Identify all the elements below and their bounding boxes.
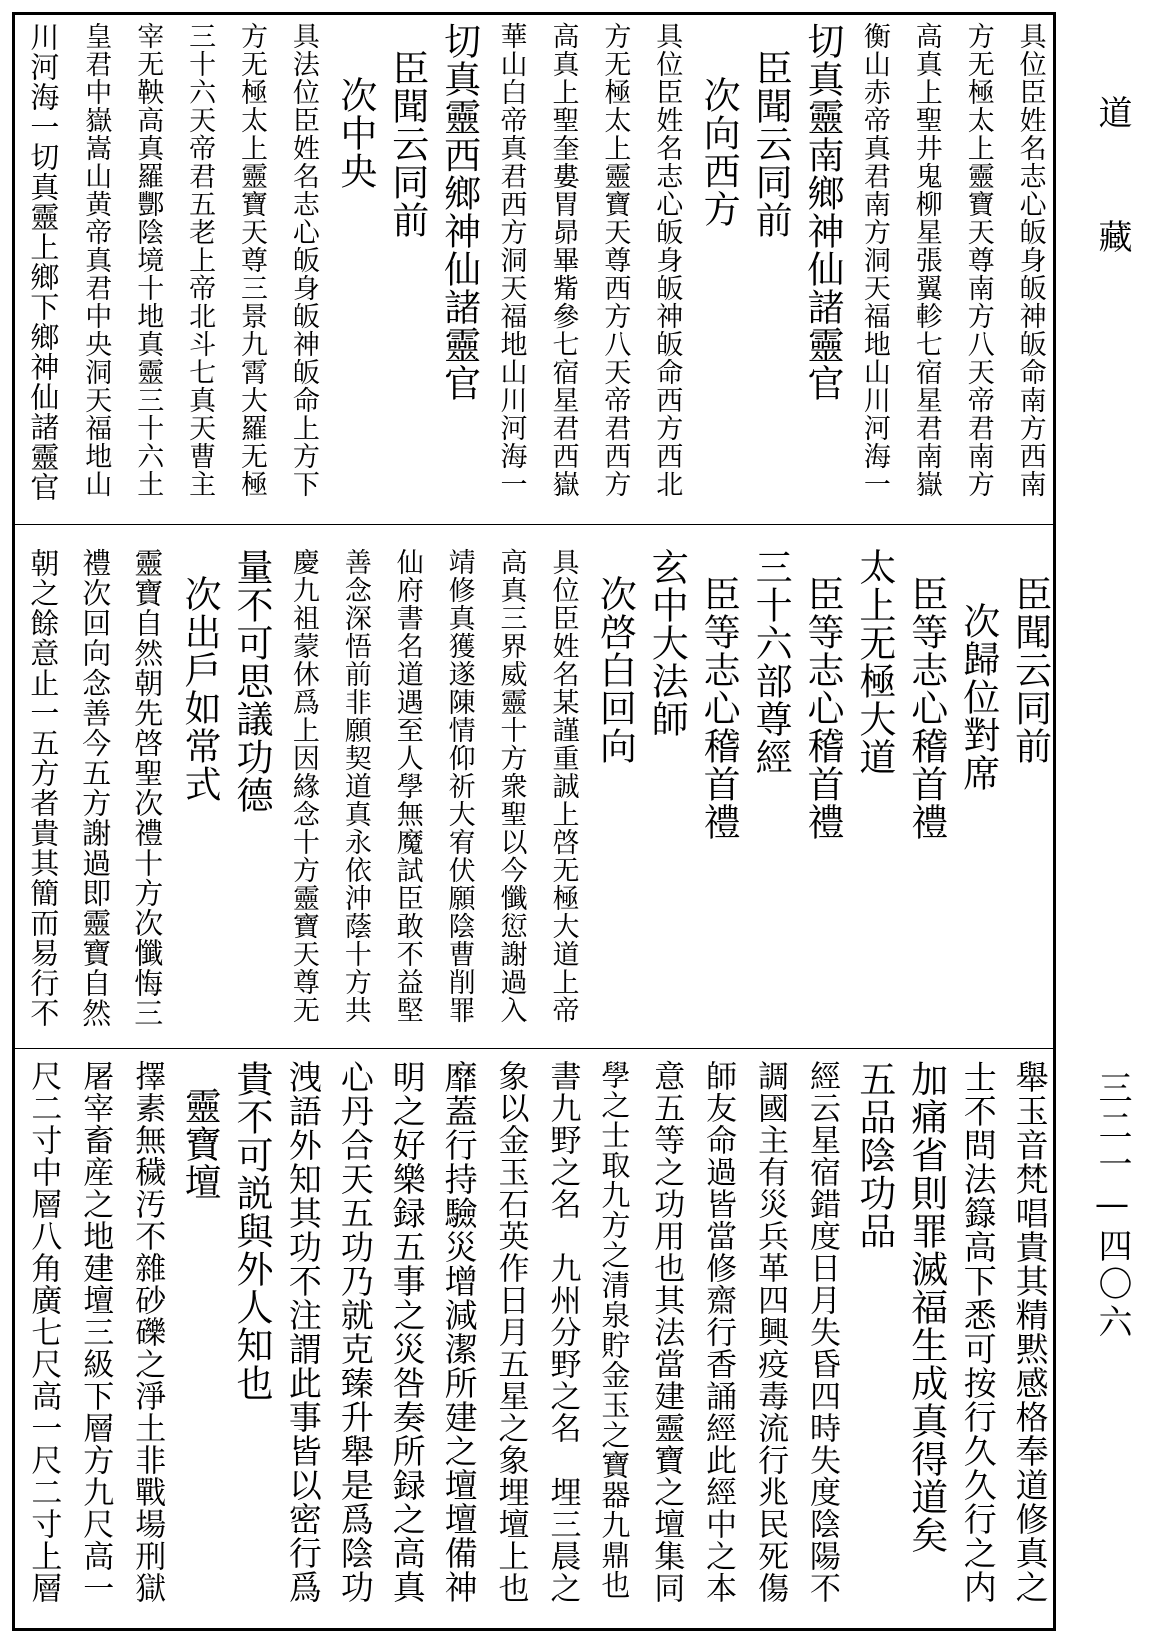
text-columns-middle [15, 548, 1053, 1043]
column-text: 象以金玉石英作日月五星之象埋壇上也 [492, 1060, 529, 1604]
column-text: 玄中大法師 [645, 548, 689, 738]
text-column [326, 22, 378, 517]
text-column [793, 22, 845, 517]
column-text: 次中央 [333, 76, 377, 190]
column-text: 尺二寸中層八角廣七尺高一尺二寸上層 [25, 1060, 62, 1604]
column-text: 方无極太上靈寶天尊三景九霄大羅无極 [236, 22, 267, 498]
column-text: 高真上聖奎婁胃昴畢觜參七宿星君西嶽 [547, 22, 579, 498]
column-text: 臣等志心稽首禮 [904, 575, 948, 841]
column-text: 三十六天帝君五老上帝北斗七真天曹主 [184, 22, 216, 498]
column-text: 靖修真獲遂陳情仰祈大宥伏願陰曹削罪 [443, 548, 475, 1024]
column-text: 學之士取九方之清泉貯金玉之寶器九鼎也 [597, 1060, 632, 1600]
text-column [793, 548, 845, 1043]
text-column [534, 22, 586, 517]
text-column [378, 548, 430, 1043]
column-text: 靈寶自然朝先啓聖次禮十方次懺悔三 [130, 548, 165, 1028]
text-column [482, 22, 534, 517]
column-text: 宰无鞅高真羅酆陰境十地真靈三十六土 [132, 22, 164, 498]
text-column [482, 1060, 534, 1620]
column-text: 次啓白回向 [593, 575, 637, 765]
text-column [1001, 22, 1053, 517]
column-text: 具位臣姓名志心皈身皈神皈命西方西北 [651, 22, 683, 498]
column-text: 善念深悟前非願契道真永依沖蔭十方共 [339, 548, 371, 1024]
text-column [378, 1060, 430, 1620]
column-text: 禮次回向念善今五方謝過即靈寶自然 [78, 548, 113, 1028]
text-column [742, 548, 794, 1043]
text-column [430, 22, 482, 517]
column-text: 高真三界威靈十方衆聖以今懺愆謝過入 [495, 548, 527, 1024]
column-text: 華山白帝真君西方洞天福地山川河海一 [495, 22, 527, 498]
text-column [274, 1060, 326, 1620]
column-text: 調國主有災兵革四興疫毒流行兆民死傷 [752, 1060, 789, 1604]
text-column [326, 548, 378, 1043]
column-text: 師友命過皆當修齋行香誦經此經中之本 [700, 1060, 737, 1604]
column-text: 川河海一切真靈上鄉下鄉神仙諸靈官 [26, 22, 61, 502]
text-column [430, 548, 482, 1043]
text-column [793, 1060, 845, 1620]
column-text: 方无極太上靈寶天尊西方八天帝君西方 [599, 22, 631, 498]
text-columns-lower [15, 1060, 1053, 1620]
text-column [378, 22, 430, 517]
text-column [742, 1060, 794, 1620]
text-column [742, 22, 794, 517]
collection-title: 道藏 [1092, 95, 1132, 343]
column-text: 三十六部尊經 [749, 548, 793, 776]
column-text: 擇素無穢汚不雜砂礫之淨土非戰場刑獄 [129, 1060, 166, 1604]
panel-lower [15, 1060, 1053, 1620]
panel-divider-1 [15, 524, 1053, 525]
text-column [897, 1060, 949, 1620]
text-column [897, 22, 949, 517]
page-number: 三二一—四〇六 [1092, 1070, 1132, 1342]
column-text: 切真靈南鄉神仙諸靈官 [800, 22, 844, 402]
text-column [534, 548, 586, 1043]
text-column [638, 548, 690, 1043]
column-text: 量不可思議功德 [230, 548, 273, 814]
text-column [482, 548, 534, 1043]
text-column [171, 22, 223, 517]
text-column [1001, 1060, 1053, 1620]
column-text: 貴不可説與外人知也 [230, 1060, 273, 1402]
text-column [638, 22, 690, 517]
panel-middle [15, 548, 1053, 1043]
column-text: 具法位臣姓名志心皈身皈神皈命上方下 [287, 22, 319, 498]
text-column [586, 22, 638, 517]
column-text: 士不問法籙高下悉可按行久久行之内 [958, 1060, 998, 1604]
text-column [690, 22, 742, 517]
text-columns-upper [15, 22, 1053, 517]
column-text: 心丹合天五功乃就克臻升舉是爲陰功 [335, 1060, 375, 1604]
column-text: 太上无極大道 [852, 548, 896, 776]
column-text: 臣等志心稽首禮 [697, 575, 741, 841]
panel-upper [15, 22, 1053, 517]
text-column [845, 22, 897, 517]
text-column [274, 22, 326, 517]
column-text: 慶九祖蒙休爲上因緣念十方靈寶天尊无 [287, 548, 319, 1024]
text-column [119, 22, 171, 517]
column-text: 方无極太上靈寶天尊南方八天帝君南方 [962, 22, 994, 498]
column-text: 臣聞云同前 [1008, 575, 1052, 765]
text-column [897, 548, 949, 1043]
column-text: 次向西方 [697, 76, 741, 228]
text-column [67, 22, 119, 517]
text-column [949, 1060, 1001, 1620]
text-column [326, 1060, 378, 1620]
column-text: 臣聞云同前 [749, 49, 793, 239]
column-text: 意五等之功用也其法當建靈寶之壇集同 [648, 1060, 685, 1604]
column-text: 靈寶壇 [178, 1087, 222, 1201]
text-column [845, 1060, 897, 1620]
column-text: 舉玉音梵唱貴其精黙感格奉道修真之 [1010, 1060, 1050, 1604]
text-column [586, 548, 638, 1043]
text-column [15, 1060, 67, 1620]
column-text: 仙府書名道遇至人學無魔試臣敢不益堅 [391, 548, 423, 1024]
text-column [119, 1060, 171, 1620]
text-column [15, 548, 67, 1043]
text-column [638, 1060, 690, 1620]
column-text: 靡蓋行持驗災增減潔所建之壇壇備神 [439, 1060, 479, 1604]
column-text: 明之好樂録五事之災咎奏所録之高真 [387, 1060, 427, 1604]
text-column [15, 22, 67, 517]
text-column [223, 548, 275, 1043]
text-column [223, 1060, 275, 1620]
column-text: 書九野之名 九州分野之名 埋三晨之 [544, 1060, 581, 1604]
text-column [171, 548, 223, 1043]
text-column [586, 1060, 638, 1620]
text-column [171, 1060, 223, 1620]
column-text: 洩語外知其功不注謂此事皆以密行爲 [283, 1060, 323, 1604]
panel-divider-2 [15, 1048, 1053, 1049]
text-column [1001, 548, 1053, 1043]
column-text: 具位臣姓名某謹重誠上啓无極大道上帝 [547, 548, 579, 1024]
text-column [690, 548, 742, 1043]
column-text: 高真上聖井鬼柳星張翼軫七宿星君南嶽 [910, 22, 942, 498]
column-text: 次歸位對席 [956, 602, 1000, 792]
text-column [274, 548, 326, 1043]
column-text: 臣聞云同前 [385, 49, 429, 239]
text-column [534, 1060, 586, 1620]
column-text: 五品陰功品 [852, 1060, 896, 1250]
column-text: 臣等志心稽首禮 [800, 575, 844, 841]
text-column [949, 548, 1001, 1043]
column-text: 加痛省則罪滅福生成真得道矣 [904, 1060, 948, 1554]
column-text: 具位臣姓名志心皈身皈神皈命南方西南 [1014, 22, 1046, 498]
text-column [690, 1060, 742, 1620]
column-text: 屠宰畜産之地建壇三級下層方九尺高一 [77, 1060, 114, 1604]
text-column [67, 1060, 119, 1620]
text-column [223, 22, 275, 517]
column-text: 切真靈西鄉神仙諸靈官 [437, 22, 481, 402]
text-column [949, 22, 1001, 517]
text-column [845, 548, 897, 1043]
column-text: 衡山赤帝真君南方洞天福地山川河海一 [858, 22, 890, 498]
column-text: 朝之餘意止一五方者貴其簡而易行不 [26, 548, 61, 1028]
text-column [119, 548, 171, 1043]
column-text: 皇君中嶽嵩山黄帝真君中央洞天福地山 [80, 22, 112, 498]
text-column [67, 548, 119, 1043]
column-text: 次出戶如常式 [178, 575, 222, 803]
column-text: 經云星宿錯度日月失昏四時失度陰陽不 [803, 1060, 840, 1604]
text-column [430, 1060, 482, 1620]
